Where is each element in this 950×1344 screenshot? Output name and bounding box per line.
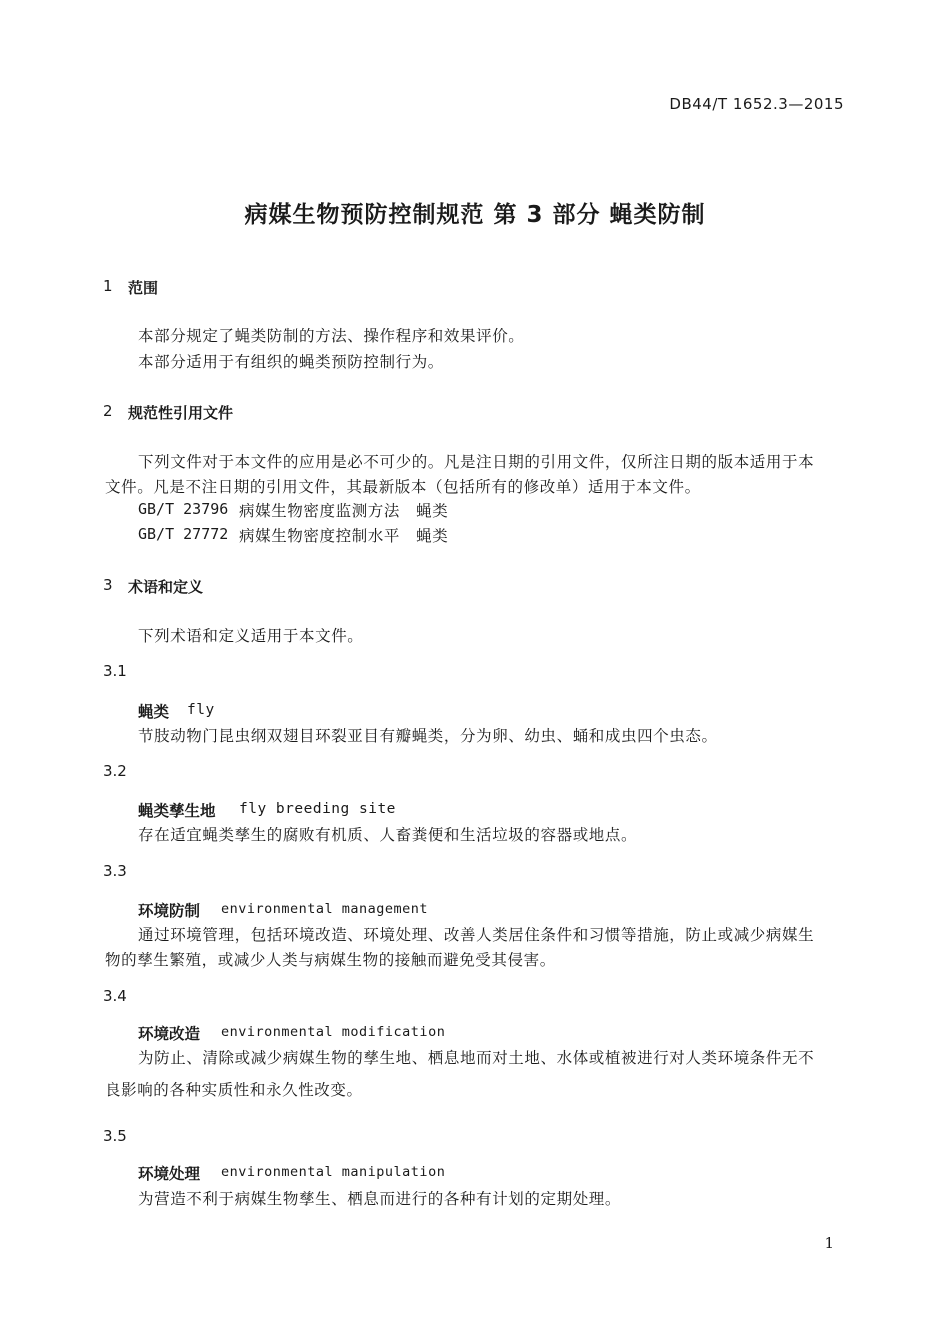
paragraph: 本部分规定了蝇类防制的方法、操作程序和效果评价。 xyxy=(138,327,525,345)
section-title: 术语和定义 xyxy=(128,578,204,596)
term-chinese: 环境处理 xyxy=(138,1165,201,1183)
term-chinese: 蝇类孳生地 xyxy=(138,802,216,820)
section-number: 1 xyxy=(103,277,113,295)
term-english: environmental modification xyxy=(221,1024,446,1040)
section-number: 3 xyxy=(103,576,113,594)
section-number: 2 xyxy=(103,402,113,420)
reference-code: GB/T 23796 xyxy=(138,500,229,518)
reference-title: 病媒生物密度控制水平 蝇类 xyxy=(239,527,449,545)
paragraph: 下列术语和定义适用于本文件。 xyxy=(138,627,364,645)
term-number: 3.4 xyxy=(103,987,127,1005)
term-english: environmental management xyxy=(221,901,429,917)
section-title: 范围 xyxy=(128,279,159,297)
term-number: 3.1 xyxy=(103,662,127,680)
term-number: 3.5 xyxy=(103,1127,127,1145)
document-code: DB44/T 1652.3—2015 xyxy=(669,95,844,113)
reference-title: 病媒生物密度监测方法 蝇类 xyxy=(239,502,449,520)
term-definition: 为营造不利于病媒生物孳生、栖息而进行的各种有计划的定期处理。 xyxy=(138,1190,622,1208)
term-definition: 节肢动物门昆虫纲双翅目环裂亚目有瓣蝇类，分为卵、幼虫、蛹和成虫四个虫态。 xyxy=(138,727,718,745)
term-definition: 良影响的各种实质性和永久性改变。 xyxy=(105,1081,363,1099)
term-chinese: 环境改造 xyxy=(138,1025,201,1043)
page-number: 1 xyxy=(824,1234,834,1252)
term-number: 3.2 xyxy=(103,762,127,780)
term-chinese: 环境防制 xyxy=(138,902,201,920)
term-number: 3.3 xyxy=(103,862,127,880)
term-english: fly breeding site xyxy=(239,801,396,817)
term-english: environmental manipulation xyxy=(221,1164,446,1180)
term-definition: 为防止、清除或减少病媒生物的孳生地、栖息地而对土地、水体或植被进行对人类环境条件无不 xyxy=(138,1049,815,1067)
term-definition: 通过环境管理，包括环境改造、环境处理、改善人类居住条件和习惯等措施，防止或减少病媒生 xyxy=(138,926,815,944)
section-title: 规范性引用文件 xyxy=(128,404,234,422)
term-definition: 物的孳生繁殖，或减少人类与病媒生物的接触而避免受其侵害。 xyxy=(105,951,556,969)
paragraph: 本部分适用于有组织的蝇类预防控制行为。 xyxy=(138,353,444,371)
paragraph: 文件。凡是不注日期的引用文件，其最新版本（包括所有的修改单）适用于本文件。 xyxy=(105,478,701,496)
reference-code: GB/T 27772 xyxy=(138,525,229,543)
page-title: 病媒生物预防控制规范 第 3 部分 蝇类防制 xyxy=(244,202,706,228)
paragraph: 下列文件对于本文件的应用是必不可少的。凡是注日期的引用文件，仅所注日期的版本适用于本 xyxy=(138,453,815,471)
term-definition: 存在适宜蝇类孳生的腐败有机质、人畜粪便和生活垃圾的容器或地点。 xyxy=(138,826,638,844)
term-chinese: 蝇类 xyxy=(138,703,170,721)
term-english: fly xyxy=(187,702,215,718)
